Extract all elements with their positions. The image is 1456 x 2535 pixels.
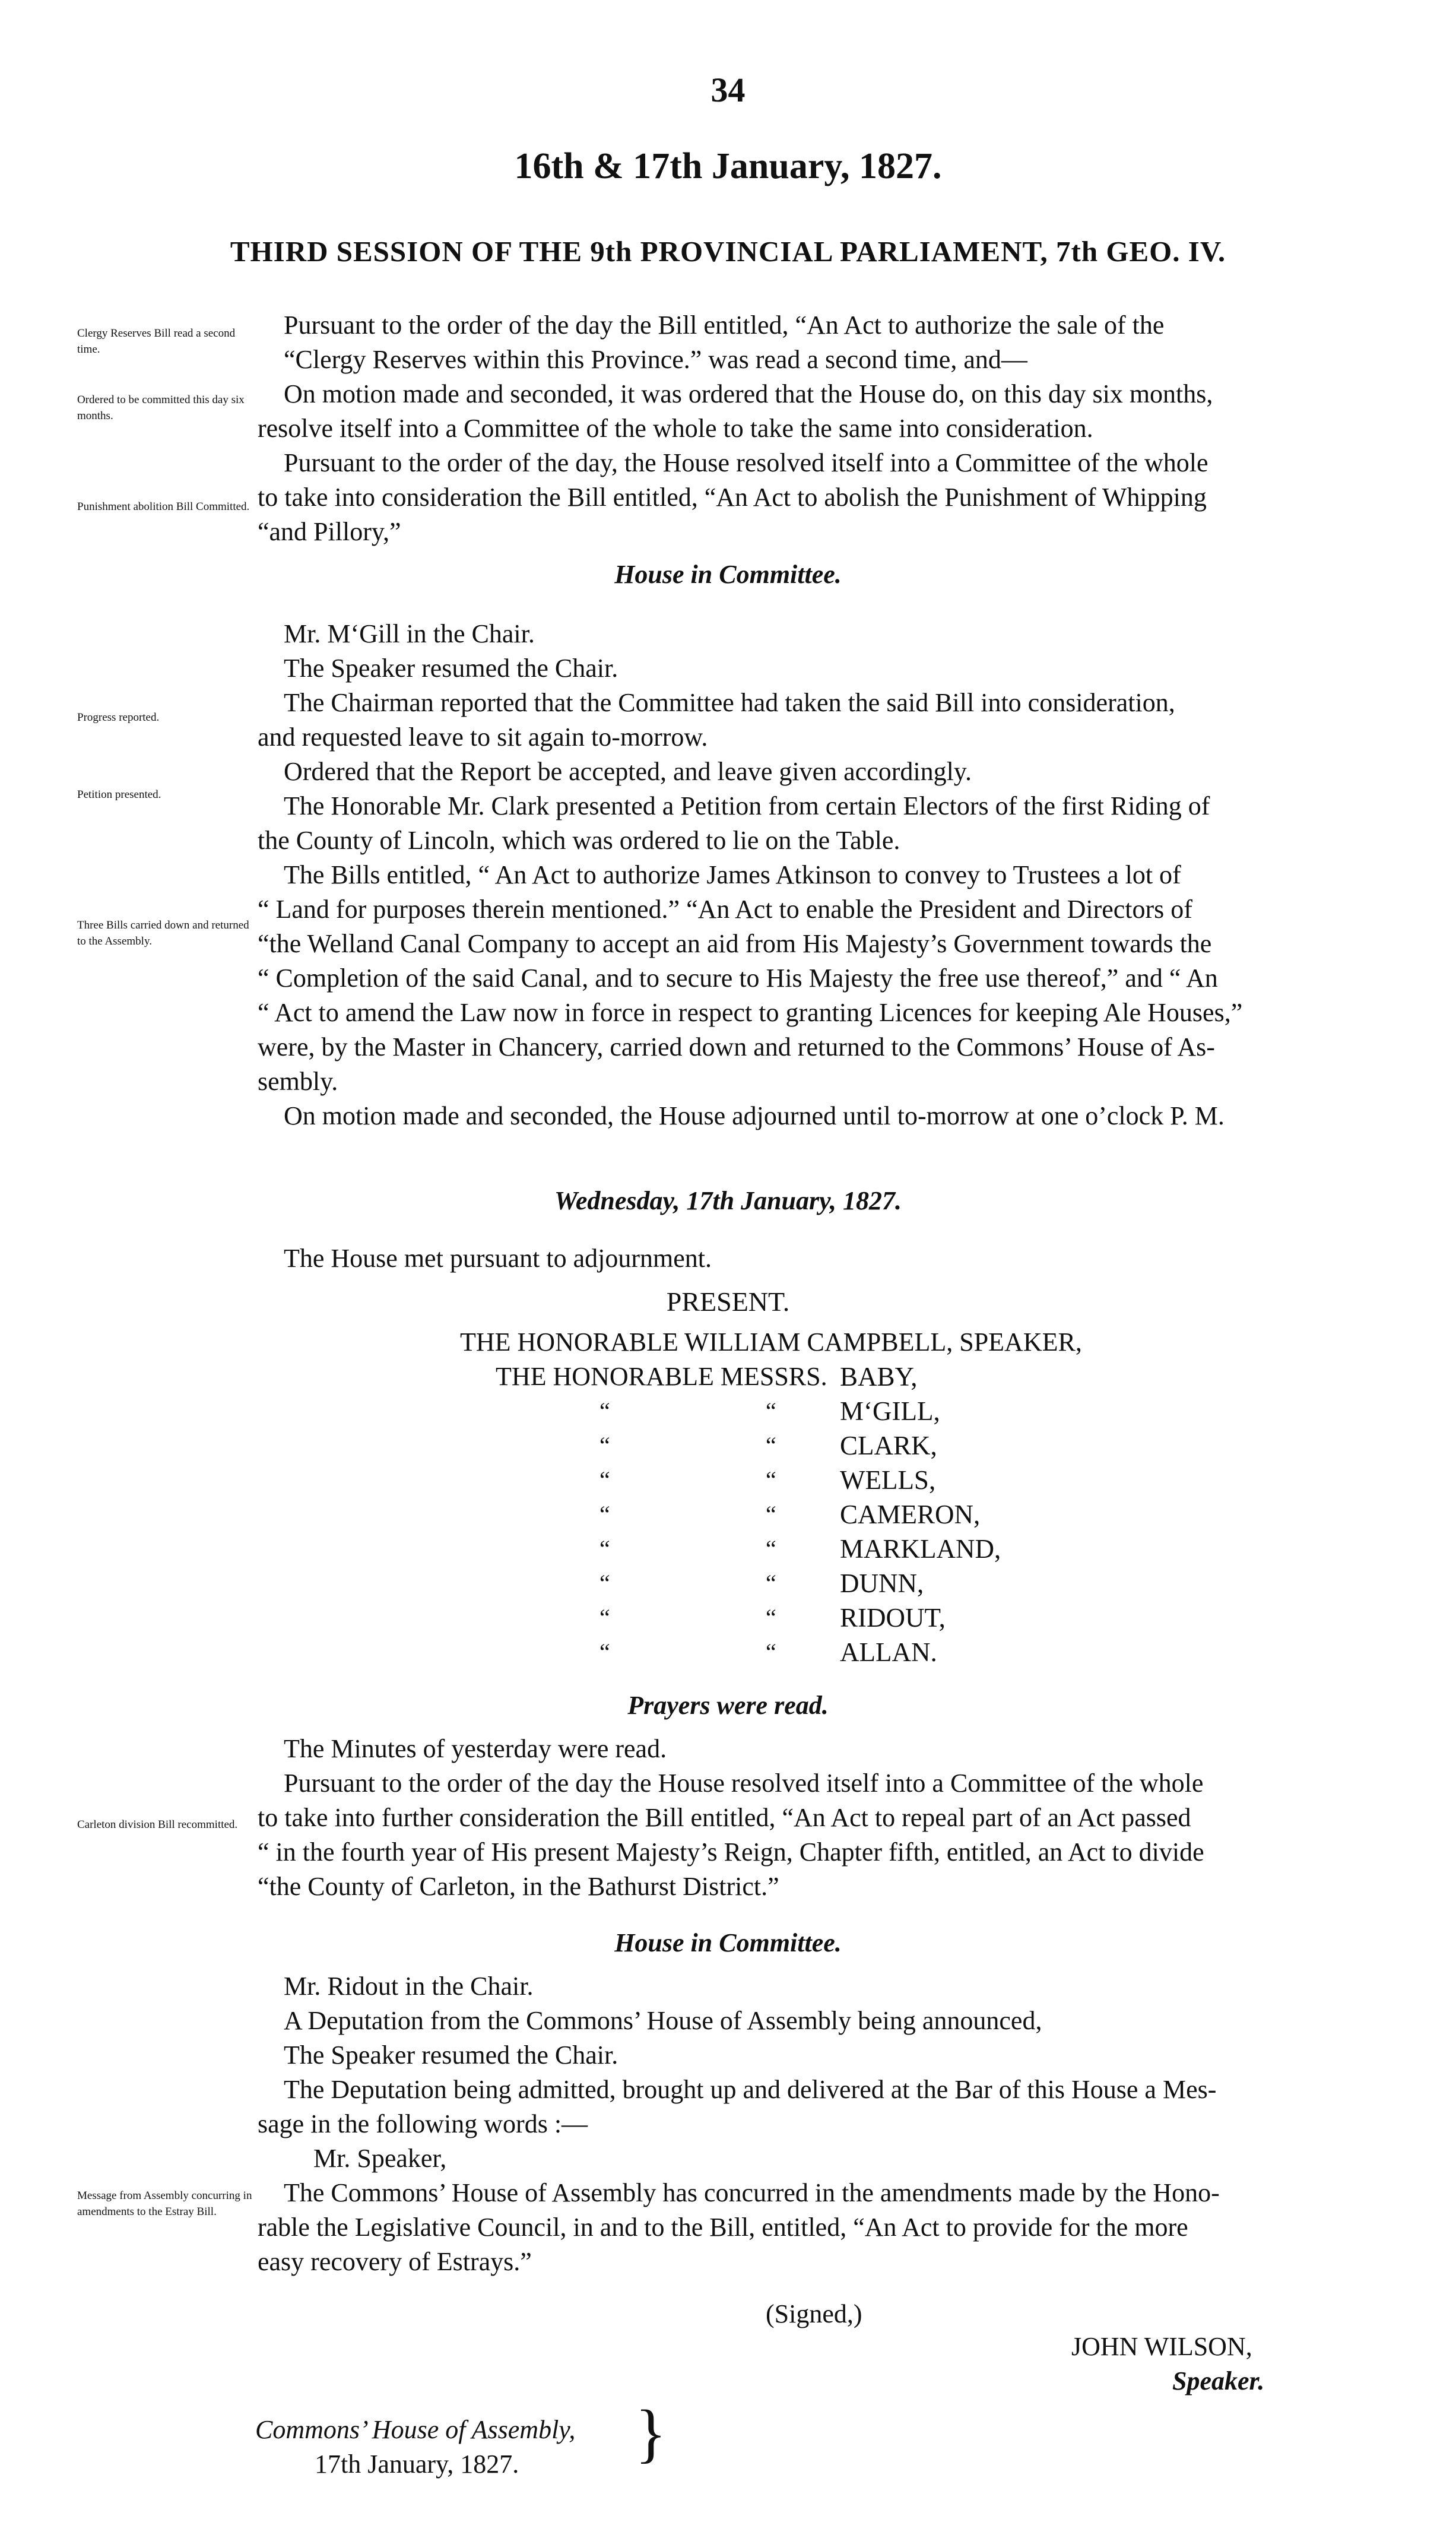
session-heading: THIRD SESSION OF THE 9th PROVINCIAL PARLIAMENT, 7th GEO. IV. — [230, 235, 1226, 268]
ditto-mark: “ — [599, 1501, 610, 1528]
margin-note: Carleton division Bill recommitted. — [77, 1818, 238, 1831]
body-line: were, by the Master in Chancery, carried down and returned to the Commons’ House of As- — [258, 1032, 1215, 1061]
body-line: Ordered that the Report be accepted, and leave given accordingly. — [284, 757, 972, 786]
signed-note: (Signed,) — [766, 2299, 862, 2328]
date-subheading: Wednesday, 17th January, 1827. — [554, 1186, 902, 1215]
body-line: The House met pursuant to adjournment. — [284, 1244, 712, 1273]
member-name: WELLS, — [840, 1465, 936, 1495]
section-heading: Prayers were read. — [627, 1691, 829, 1720]
ditto-mark: “ — [599, 1535, 610, 1562]
ditto-mark: “ — [766, 1398, 776, 1424]
member-name: BABY, — [840, 1362, 918, 1392]
body-line: “Clergy Reserves within this Province.” was read a second time, and— — [284, 345, 1027, 374]
body-line: and requested leave to sit again to-morrow. — [258, 723, 708, 752]
ditto-mark: “ — [766, 1604, 776, 1631]
member-name: CLARK, — [840, 1431, 937, 1460]
body-line: Pursuant to the order of the day the Bill entitled, “An Act to authorize the sale of the — [284, 310, 1165, 340]
ditto-mark: “ — [599, 1639, 610, 1665]
signatory-name: JOHN WILSON, — [1071, 2332, 1252, 2361]
body-line: “ Completion of the said Canal, and to secure to His Majesty the free use thereof,” and “ An — [258, 964, 1218, 993]
body-line: “and Pillory,” — [258, 517, 401, 546]
body-line: The Deputation being admitted, brought up and delivered at the Bar of this House a Mes- — [284, 2075, 1217, 2104]
member-name: DUNN, — [840, 1568, 924, 1598]
body-line: sembly. — [258, 1067, 338, 1096]
salutation: Mr. Speaker, — [313, 2144, 447, 2173]
section-heading: House in Committee. — [614, 560, 842, 589]
ditto-mark: “ — [766, 1535, 776, 1562]
messrs-prefix: THE HONORABLE MESSRS. — [496, 1362, 827, 1391]
body-line: rable the Legislative Council, in and to the Bill, entitled, “An Act to provide for the more — [258, 2213, 1188, 2242]
section-heading: House in Committee. — [614, 1928, 842, 1957]
body-line: The Speaker resumed the Chair. — [284, 654, 618, 683]
body-line: Mr. Ridout in the Chair. — [284, 1972, 534, 2001]
body-line: the County of Lincoln, which was ordered to lie on the Table. — [258, 826, 900, 855]
body-line: The Speaker resumed the Chair. — [284, 2040, 618, 2070]
member-name: ALLAN. — [840, 1637, 937, 1667]
body-line: The Honorable Mr. Clark presented a Petition from certain Electors of the first Riding of — [284, 791, 1210, 820]
page-number: 34 — [710, 71, 746, 109]
body-line: to take into further consideration the Bill entitled, “An Act to repeal part of an Act passed — [258, 1803, 1191, 1832]
footer-place: Commons’ House of Assembly, — [255, 2415, 576, 2444]
body-line: resolve itself into a Committee of the whole to take the same into consideration. — [258, 414, 1093, 443]
member-name: M‘GILL, — [840, 1396, 940, 1426]
body-line: On motion made and seconded, it was ordered that the House do, on this day six months, — [284, 379, 1213, 408]
ditto-mark: “ — [766, 1432, 776, 1459]
body-line: The Minutes of yesterday were read. — [284, 1734, 667, 1763]
body-line: Pursuant to the order of the day the House resolved itself into a Committee of the whole — [284, 1769, 1204, 1798]
body-line: “ Act to amend the Law now in force in respect to granting Licences for keeping Ale Houses,” — [258, 998, 1243, 1027]
present-heading: PRESENT. — [666, 1286, 790, 1317]
signatory-title: Speaker. — [1172, 2366, 1265, 2395]
margin-note: Three Bills carried down and returned to the Assembly. — [77, 919, 249, 948]
body-line: Pursuant to the order of the day, the House resolved itself into a Committee of the whole — [284, 448, 1208, 477]
ditto-mark: “ — [766, 1639, 776, 1665]
body-line: On motion made and seconded, the House adjourned until to-morrow at one o’clock P. M. — [284, 1101, 1225, 1130]
ditto-mark: “ — [599, 1604, 610, 1631]
ditto-mark: “ — [599, 1432, 610, 1459]
brace-mark: } — [635, 2397, 667, 2469]
date-heading: 16th & 17th January, 1827. — [514, 146, 942, 186]
margin-note: Clergy Reserves Bill read a second time. — [77, 327, 236, 356]
speaker-line: THE HONORABLE WILLIAM CAMPBELL, SPEAKER, — [460, 1327, 1082, 1357]
body-line: A Deputation from the Commons’ House of Assembly being announced, — [284, 2006, 1042, 2035]
body-line: “ Land for purposes therein mentioned.” “An Act to enable the President and Directors of — [258, 895, 1192, 924]
body-line: easy recovery of Estrays.” — [258, 2247, 532, 2276]
margin-note: Punishment abolition Bill Committed. — [77, 500, 250, 513]
body-line: The Commons’ House of Assembly has concurred in the amendments made by the Hono- — [284, 2178, 1220, 2207]
ditto-mark: “ — [599, 1398, 610, 1424]
margin-note: Progress reported. — [77, 711, 160, 724]
member-name: CAMERON, — [840, 1500, 981, 1529]
ditto-mark: “ — [599, 1466, 610, 1493]
member-name: MARKLAND, — [840, 1534, 1001, 1564]
ditto-mark: “ — [766, 1570, 776, 1596]
member-name: RIDOUT, — [840, 1603, 946, 1633]
body-line: “the Welland Canal Company to accept an aid from His Majesty’s Government towards the — [258, 929, 1212, 958]
footer-date: 17th January, 1827. — [315, 2450, 519, 2479]
margin-note: Petition presented. — [77, 788, 161, 801]
ditto-mark: “ — [766, 1501, 776, 1528]
margin-note: Ordered to be committed this day six months. — [77, 394, 245, 422]
body-line: to take into consideration the Bill entitled, “An Act to abolish the Punishment of Whipping — [258, 483, 1207, 512]
body-line: “the County of Carleton, in the Bathurst District.” — [258, 1872, 779, 1901]
body-line: sage in the following words :— — [258, 2109, 588, 2138]
body-line: The Chairman reported that the Committee had taken the said Bill into consideration, — [284, 688, 1175, 717]
body-line: The Bills entitled, “ An Act to authorize James Atkinson to convey to Trustees a lot of — [284, 860, 1181, 889]
ditto-mark: “ — [599, 1570, 610, 1596]
body-line: “ in the fourth year of His present Majesty’s Reign, Chapter fifth, entitled, an Act to divide — [258, 1837, 1204, 1867]
margin-note: Message from Assembly concurring in amendments to the Estray Bill. — [77, 2189, 252, 2218]
body-line: Mr. M‘Gill in the Chair. — [284, 619, 535, 648]
ditto-mark: “ — [766, 1466, 776, 1493]
